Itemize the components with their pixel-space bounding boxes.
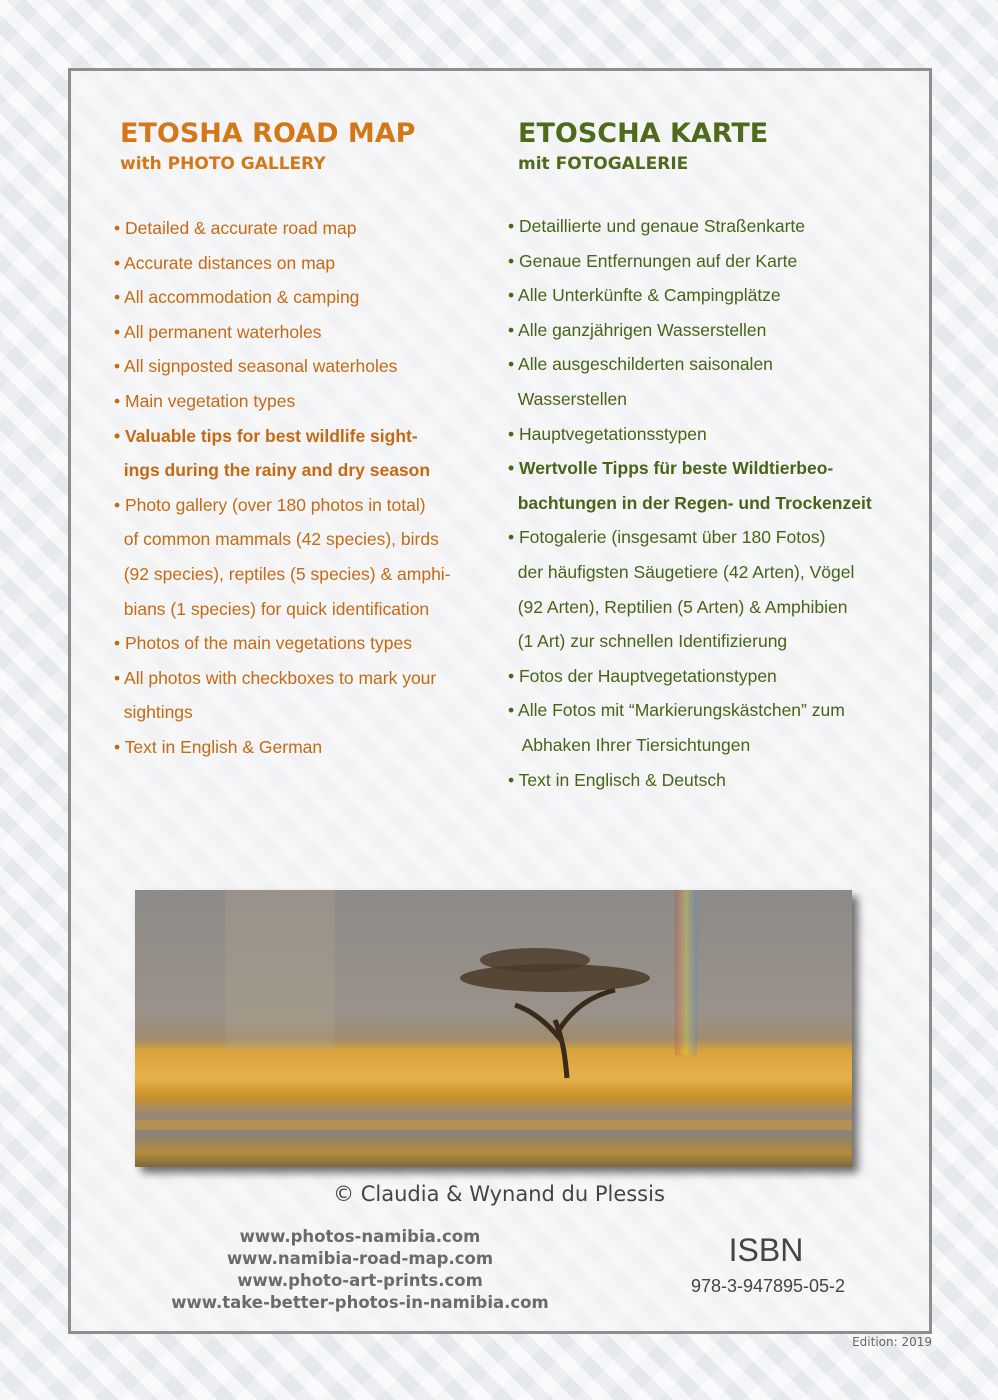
feature-line: (1 Art) zur schnellen Identifizierung [508, 631, 788, 652]
feature-line: • Photos of the main vegetations types [114, 633, 412, 654]
website-link[interactable]: www.namibia-road-map.com [226, 1249, 494, 1268]
website-link[interactable]: www.photos-namibia.com [239, 1227, 481, 1246]
website-link[interactable]: www.take-better-photos-in-namibia.com [171, 1293, 549, 1312]
feature-line: • Genaue Entfernungen auf der Karte [508, 250, 798, 271]
german-title: ETOSCHA KARTE [518, 118, 769, 149]
feature-line: bians (1 species) for quick identification [114, 598, 430, 619]
feature-line: • Main vegetation types [114, 390, 296, 411]
feature-line: • Detailed & accurate road map [114, 218, 357, 238]
isbn-label: ISBN [728, 1232, 804, 1268]
feature-line: Wasserstellen [508, 388, 627, 409]
feature-line: • Detaillierte und genaue Straßenkarte [508, 216, 805, 236]
website-link[interactable]: www.photo-art-prints.com [237, 1271, 483, 1290]
feature-line: • Text in English & German [114, 736, 323, 757]
feature-line: • Fotogalerie (insgesamt über 180 Fotos) [508, 527, 826, 548]
feature-line: • Accurate distances on map [114, 252, 336, 273]
feature-line: • Alle Fotos mit “Markierungskästchen” zum [508, 700, 845, 721]
english-feature-list [114, 211, 451, 765]
feature-line: ings during the rainy and dry season [114, 460, 431, 481]
feature-line: • Alle ganzjährigen Wasserstellen [508, 319, 767, 340]
feature-line: • All photos with checkboxes to mark your [114, 667, 437, 688]
english-title: ETOSHA ROAD MAP [120, 118, 416, 149]
feature-line: sightings [114, 702, 193, 723]
feature-line: of common mammals (42 species), birds [114, 529, 439, 550]
feature-line: • Alle Unterkünfte & Campingplätze [508, 285, 781, 306]
feature-line: • Hauptvegetationsstypen [508, 423, 707, 444]
acacia-rainbow-photo [135, 890, 852, 1167]
feature-line: der häufigsten Säugetiere (42 Arten), Vögel [508, 561, 855, 582]
feature-line: Abhaken Ihrer Tiersichtungen [508, 734, 751, 755]
feature-line: (92 species), reptiles (5 species) & amphi- [114, 563, 451, 584]
feature-line: bachtungen in der Regen- und Trockenzeit [508, 492, 872, 513]
english-subtitle: with PHOTO GALLERY [120, 154, 326, 174]
german-feature-list [508, 209, 872, 797]
isbn-number: 978-3-947895-05-2 [690, 1276, 846, 1296]
feature-line: • Fotos der Hauptvegetationstypen [508, 665, 777, 686]
website-list [140, 1226, 580, 1314]
feature-line: (92 Arten), Reptilien (5 Arten) & Amphibien [508, 596, 848, 617]
feature-line: • Alle ausgeschilderten saisonalen [508, 354, 773, 375]
feature-line: • Text in Englisch & Deutsch [508, 769, 726, 790]
feature-line: • Valuable tips for best wildlife sight- [114, 425, 418, 446]
feature-line: • All signposted seasonal waterholes [114, 356, 398, 377]
feature-line: • All accommodation & camping [114, 287, 360, 308]
edition-label: Edition: 2019 [852, 1335, 932, 1349]
feature-line: • All permanent waterholes [114, 321, 322, 342]
feature-line: • Wertvolle Tipps für beste Wildtierbeo- [508, 458, 834, 479]
copyright-text: © Claudia & Wynand du Plessis [333, 1182, 665, 1206]
feature-line: • Photo gallery (over 180 photos in total) [114, 494, 426, 515]
german-subtitle: mit FOTOGALERIE [518, 154, 689, 174]
